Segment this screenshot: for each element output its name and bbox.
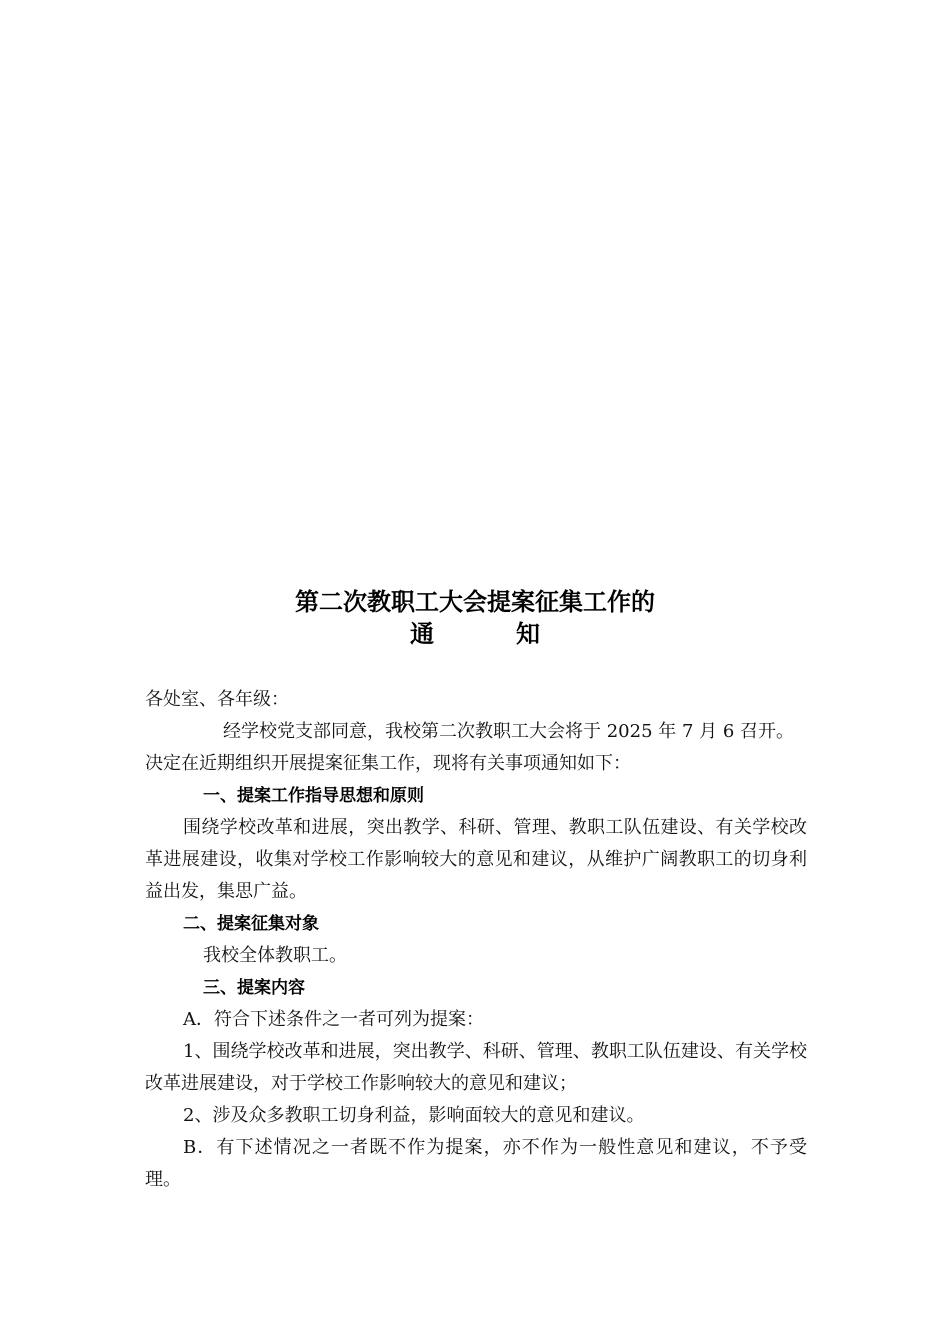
- salutation: 各处室、各年级：: [145, 689, 289, 710]
- section-3-heading: 三、提案内容: [203, 978, 305, 998]
- item-2: 2、涉及众多教职工切身利益，影响面较大的意见和建议。: [183, 1105, 645, 1126]
- section-2-heading: 二、提案征集对象: [183, 914, 319, 934]
- item-a: A．符合下述条件之一者可列为提案：: [183, 1009, 484, 1030]
- document-body: [145, 684, 807, 1196]
- item-b: B．有下述情况之一者既不作为提案，亦不作为一般性意见和建议，不予受理。: [145, 1137, 807, 1190]
- document-title: 第二次教职工大会提案征集工作的: [295, 588, 655, 616]
- intro-line-1: 经学校党支部同意，我校第二次教职工大会将于 2025 年 7 月 6 召开。: [223, 721, 795, 742]
- section-2-body: 我校全体教职工。: [203, 945, 347, 966]
- document-title-notice: [145, 618, 805, 650]
- intro-line-2: 决定在近期组织开展提案征集工作，现将有关事项通知如下：: [145, 753, 631, 774]
- item-1: 1、围绕学校改革和进展，突出教学、科研、管理、教职工队伍建设、有关学校改革进展建设，对于学校工作影响较大的意见和建议；: [145, 1041, 807, 1094]
- section-1-heading: 一、提案工作指导思想和原则: [203, 786, 424, 806]
- title-char-1: 通: [410, 620, 434, 648]
- title-char-2: 知: [516, 620, 540, 648]
- section-1-body: 围绕学校改革和进展，突出教学、科研、管理、教职工队伍建设、有关学校改革进展建设，收集对学校工作影响较大的意见和建议，从维护广阔教职工的切身利益出发，集思广益。: [145, 817, 807, 902]
